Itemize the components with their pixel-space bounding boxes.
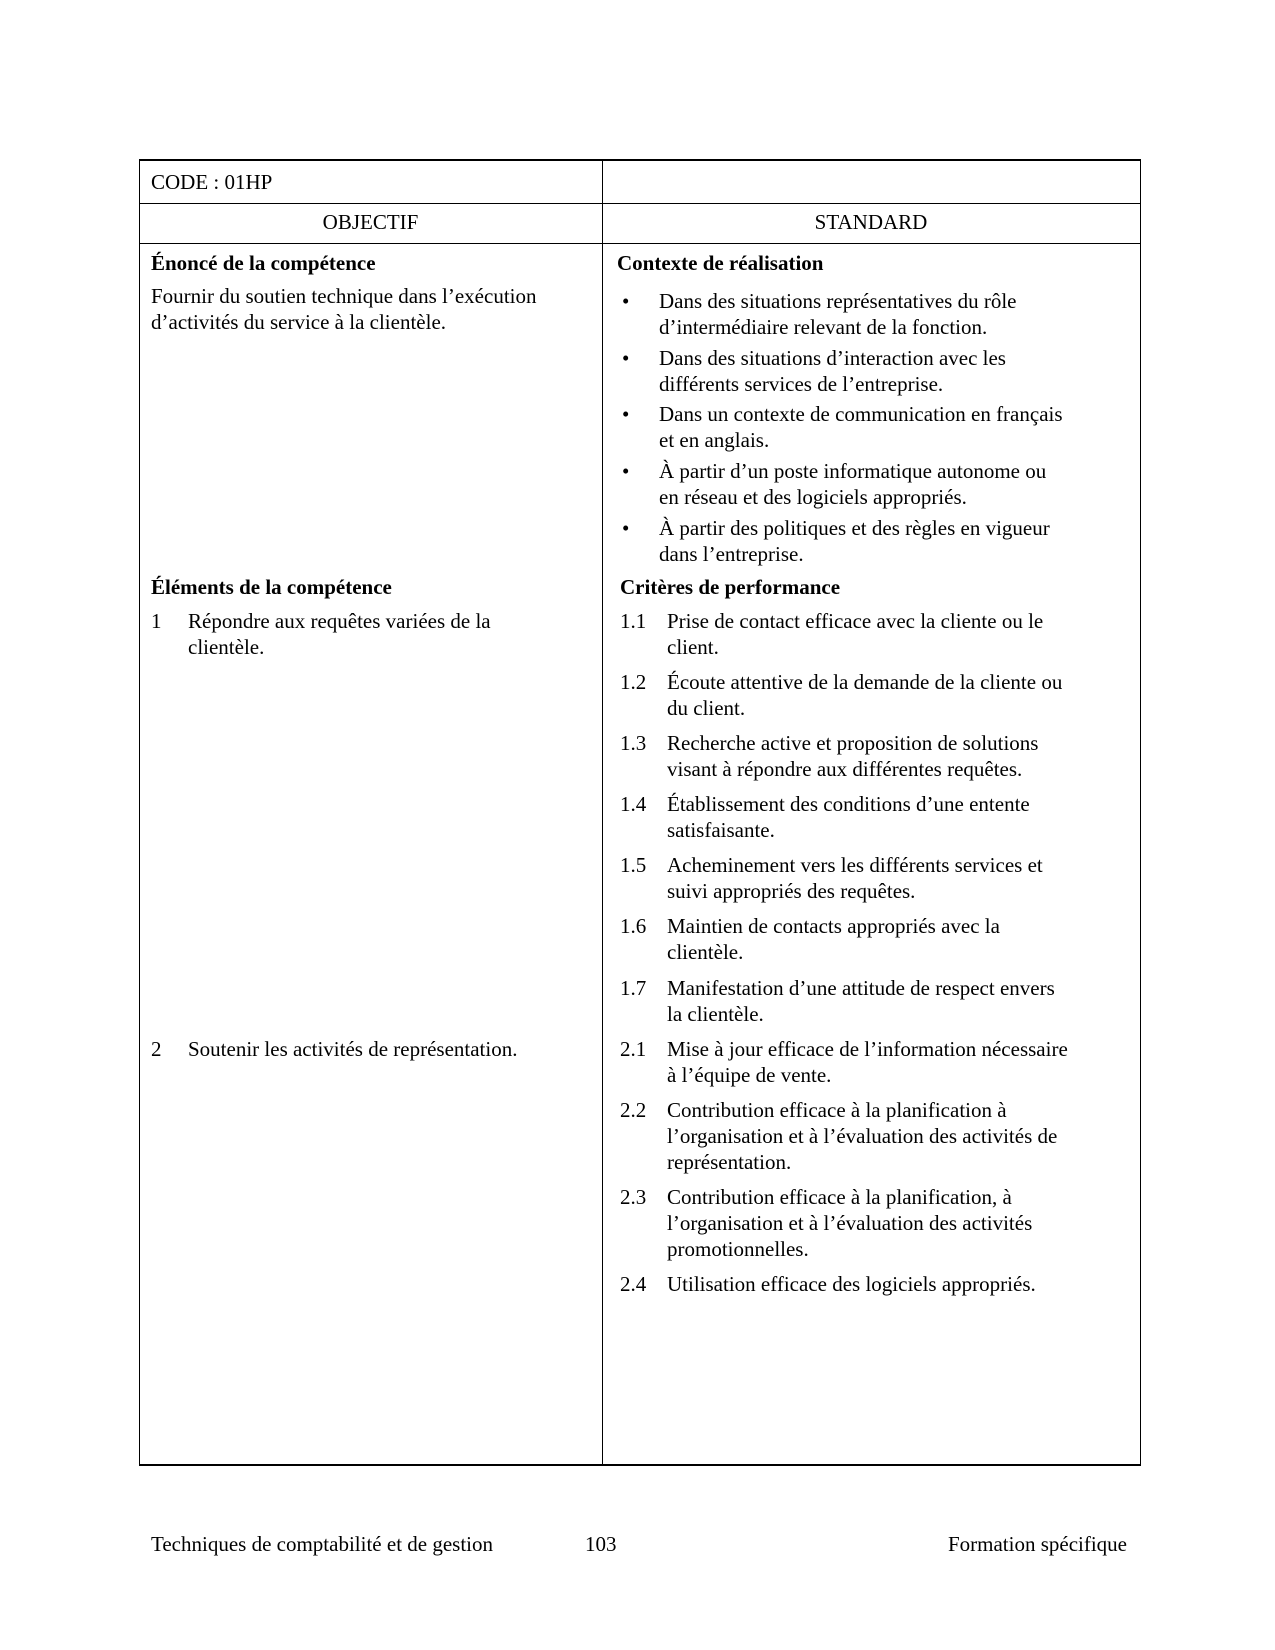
critere-number: 2.1 [620,1037,647,1061]
code-label: CODE : 01HP [151,170,273,194]
contexte-item-line: d’intermédiaire relevant de la fonction. [659,315,988,339]
header-objectif: OBJECTIF [322,210,419,234]
critere-number: 2.4 [620,1272,647,1296]
contexte-item-line: À partir des politiques et des règles en vigueur [659,516,1050,540]
row-divider [139,243,1141,244]
critere-line: clientèle. [667,940,744,964]
contexte-title: Contexte de réalisation [617,251,824,275]
contexte-item-line: en réseau et des logiciels appropriés. [659,485,967,509]
critere-line: Contribution efficace à la planification à [667,1098,1007,1122]
critere-line: Recherche active et proposition de solutions [667,731,1039,755]
critere-number: 2.3 [620,1185,647,1209]
critere-line: du client. [667,696,746,720]
contexte-item-line: différents services de l’entreprise. [659,372,944,396]
enonce-title: Énoncé de la compétence [151,251,376,275]
enonce-line: d’activités du service à la clientèle. [151,310,447,334]
footer-section: Formation spécifique [947,1532,1127,1556]
critere-line: Utilisation efficace des logiciels appropriés. [667,1272,1036,1296]
critere-number: 1.6 [620,914,647,938]
critere-line: Mise à jour efficace de l’information nécessaire [667,1037,1068,1061]
critere-number: 1.1 [620,609,647,633]
contexte-item-line: et en anglais. [659,428,770,452]
critere-line: Contribution efficace à la planification, à [667,1185,1012,1209]
bullet-icon: • [622,516,630,540]
critere-line: promotionnelles. [667,1237,809,1261]
element-line: Répondre aux requêtes variées de la [188,609,491,633]
page-number: 103 [585,1532,617,1556]
header-standard: STANDARD [814,210,928,234]
critere-number: 2.2 [620,1098,647,1122]
footer-program: Techniques de comptabilité et de gestion [151,1532,494,1556]
critere-number: 1.2 [620,670,647,694]
critere-line: à l’équipe de vente. [667,1063,832,1087]
table-left-border [139,159,140,1466]
element-line: clientèle. [188,635,265,659]
contexte-item-line: Dans des situations représentatives du rôle [659,289,1017,313]
row-divider [139,203,1141,204]
critere-line: l’organisation et à l’évaluation des activités de [667,1124,1058,1148]
table-right-border [1140,159,1141,1466]
bullet-icon: • [622,289,630,313]
element-number: 2 [151,1037,162,1061]
enonce-line: Fournir du soutien technique dans l’exécution [151,284,537,308]
critere-line: visant à répondre aux différentes requêtes. [667,757,1023,781]
critere-line: Prise de contact efficace avec la cliente ou le [667,609,1044,633]
contexte-item-line: À partir d’un poste informatique autonome ou [659,459,1047,483]
elements-title: Éléments de la compétence [151,575,392,599]
critere-number: 1.3 [620,731,647,755]
critere-number: 1.4 [620,792,647,816]
bullet-icon: • [622,402,630,426]
critere-line: représentation. [667,1150,792,1174]
critere-line: Maintien de contacts appropriés avec la [667,914,1000,938]
criteres-title: Critères de performance [620,575,841,599]
critere-line: client. [667,635,719,659]
element-number: 1 [151,609,162,633]
column-divider [602,159,603,1466]
critere-line: l’organisation et à l’évaluation des activités [667,1211,1033,1235]
table-bottom-border [139,1464,1141,1466]
critere-line: satisfaisante. [667,818,775,842]
bullet-icon: • [622,346,630,370]
critere-line: Manifestation d’une attitude de respect envers [667,976,1055,1000]
table-top-border [139,159,1141,161]
critere-line: suivi appropriés des requêtes. [667,879,916,903]
critere-line: Acheminement vers les différents services et [667,853,1043,877]
contexte-item-line: Dans un contexte de communication en français [659,402,1063,426]
critere-line: Écoute attentive de la demande de la cliente ou [667,670,1063,694]
bullet-icon: • [622,459,630,483]
element-line: Soutenir les activités de représentation. [188,1037,518,1061]
critere-number: 1.7 [620,976,647,1000]
contexte-item-line: Dans des situations d’interaction avec les [659,346,1006,370]
critere-line: Établissement des conditions d’une entente [667,792,1030,816]
critere-line: la clientèle. [667,1002,764,1026]
contexte-item-line: dans l’entreprise. [659,542,804,566]
critere-number: 1.5 [620,853,647,877]
